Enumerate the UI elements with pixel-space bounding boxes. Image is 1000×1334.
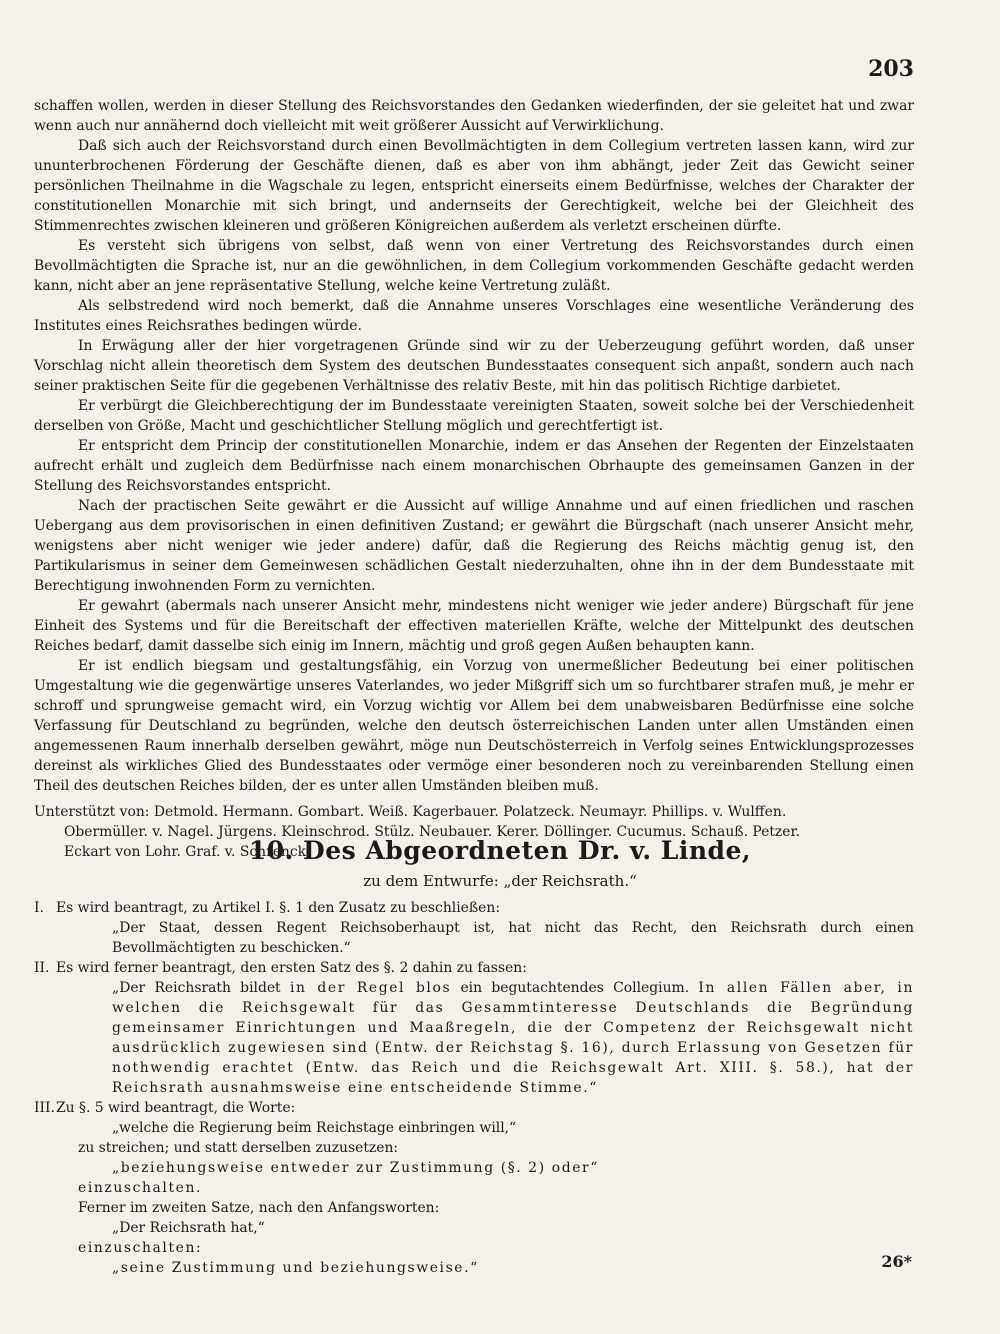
body-text [34,96,914,862]
motion-item [34,898,914,958]
paragraph: Er verbürgt die Gleichberechtigung der im Bundesstaate vereinigten Staaten, soweit solche bei der Verschiedenheit derselben von Größe, Macht und geschichtlicher Stellung möglich und gerechtfertigt ist. [34,398,914,434]
page-number: 203 [868,56,914,82]
motion-quote: „seine Zustimmung und beziehungsweise.“ [112,1260,479,1276]
motion-intro: Es wird ferner beantragt, den ersten Satz des §. 2 dahin zu fassen: [56,960,527,976]
motion-number: III. [34,1100,55,1116]
motion-text: Ferner im zweiten Satze, nach den Anfangsworten: [78,1200,440,1216]
motion-quote: „Der Staat, dessen Regent Reichsoberhaupt ist, hat nicht das Recht, den Reichsrath durch einen Bevollmächtigten zu beschicken.“ [112,920,914,956]
quote-part-spaced: in der Regel blos [289,980,452,996]
signature-mark: 26* [881,1252,912,1271]
motion-intro: Es wird beantragt, zu Artikel I. §. 1 den Zusatz zu beschließen: [56,900,501,916]
motion-quote [56,978,914,1098]
section-heading: 10. Des Abgeordneten Dr. v. Linde, [248,836,752,865]
motion-text: einzuschalten. [78,1180,203,1196]
quote-part-spaced: In allen Fällen aber, in welchen die Reichsgewalt für das Gesammtinteresse Deutschlands die Begründung gemeinsamer Einrichtungen und Maaßregeln, die der Competenz der Reichsgewalt nicht ausdrücklich zugewiesen sind (Entw. der Reichstag §. 16), durch Erlassung von Gesetzen für nothwendig erachtet (Entw. das Reich und die Reichsgewalt Art. XIII. §. 58.), hat der Reichsrath ausnahmsweise eine entscheidende Stimme.“ [112,980,914,1096]
paragraph: In Erwägung aller der hier vorgetragenen Gründe sind wir zu der Ueberzeugung geführt worden, daß unser Vorschlag nicht allein theoretisch dem System des deutschen Bundesstaates consequent sich anpaßt, sondern auch nach seiner praktischen Seite für die gegebenen Verhältnisse des relativ Beste, mit hin das politisch Richtige darbietet. [34,338,914,394]
supporters-names: Obermüller. v. Nagel. Jürgens. Kleinschrod. Stülz. Neubauer. Kerer. Döllinger. Cucumus. Schauß. Petzer. [64,824,800,840]
motion-quote: „beziehungsweise entweder zur Zustimmung (§. 2) oder“ [112,1160,599,1176]
motion-text: zu streichen; und statt derselben zuzusetzen: [78,1140,399,1156]
section-subheading: zu dem Entwurfe: „der Reichsrath.“ [363,872,637,890]
supporters-line [34,802,914,822]
quote-part: „Der Reichsrath bildet [112,980,281,996]
paragraph: Er gewahrt (abermals nach unserer Ansicht mehr, mindestens nicht weniger wie jeder andere) Bürgschaft für jene Einheit des Systems und für die Bereitschaft der effectiven materiellen Kräfte, welche der Mittelpunkt des deutschen Reiches bedarf, damit dasselbe sich einig im Innern, mächtig und groß gegen Außen behaupten kann. [34,598,914,654]
paragraph: Daß sich auch der Reichsvorstand durch einen Bevollmächtigten in dem Collegium vertreten lassen kann, wird zur ununterbrochenen Förderung der Geschäfte dienen, daß es aber von ihm abhängt, jeder Zeit das Gewicht seiner persönlichen Theilnahme in die Wagschale zu legen, entspricht einerseits einem Bedürfnisse, welches der Charakter der constitutionellen Monarchie mit sich bringt, und andernseits der Gerechtigkeit, welche bei der Gleichheit des Stimmenrechtes zwischen kleineren und größeren Königreichen außerdem als verletzt erscheinen dürfte. [34,138,914,234]
paragraph: Er ist endlich biegsam und gestaltungsfähig, ein Vorzug von unermeßlicher Bedeutung bei einer politischen Umgestaltung wie die gegenwärtige unseres Vaterlandes, wo jeder Mißgriff sich um so furchtbarer strafen muß, je mehr er schroff und sprungweise gemacht wird, ein Vorzug wichtig vor Allem bei dem unabweisbaren Bedürfnisse eine solche Verfassung für Deutschland zu begründen, welche den deutsch österreichischen Landen unter allen Umständen einen angemessenen Raum innerhalb derselben gewährt, möge nun Deutschösterreich in Verfolg seines Entwicklungsprozesses dereinst als wirkliches Glied des Bundesstaates oder vermöge einer besonderen noch zu vereinbarenden Stellung einen Theil des deutschen Reiches bilden, der es unter allen Umständen bleiben muß. [34,658,914,794]
motions [34,898,914,1278]
paragraph: schaffen wollen, werden in dieser Stellung des Reichsvorstandes den Gedanken wiederfinden, der sie geleitet hat und zwar wenn auch nur annähernd doch vielleicht mit weit größerer Aussicht auf Verwirklichung. [34,98,914,134]
paragraph: Er entspricht dem Princip der constitutionellen Monarchie, indem er das Ansehen der Regenten der Einzelstaaten aufrecht erhält und zugleich dem Bedürfnisse nach einem monarchischen Obrhaupte des gemeinsamen Ganzen in der Stellung des Reichsvorstandes entspricht. [34,438,914,494]
motion-item [34,958,914,1098]
paragraph: Nach der practischen Seite gewährt er die Aussicht auf willige Annahme und auf einen friedlichen und raschen Uebergang aus dem provisorischen in einen definitiven Zustand; er gewährt die Bürgschaft (nach unserer Ansicht mehr, wenigstens aber nicht weniger wie jeder andere) dafür, daß die Regierung des Reichs mächtig genug ist, den Partikularismus in seiner dem Gemeinwesen schädlichen Gestalt niederzuhalten, ohne ihn in der dem Bundesstaate mit Berechtigung inwohnenden Form zu vernichten. [34,498,914,594]
motion-number: II. [34,960,50,976]
motion-quote: „welche die Regierung beim Reichstage einbringen will,“ [112,1120,517,1136]
motion-intro: Zu §. 5 wird beantragt, die Worte: [56,1100,296,1116]
paragraph: Es versteht sich übrigens von selbst, daß wenn von einer Vertretung des Reichsvorstandes durch einen Bevollmächtigten die Sprache ist, nur an die gewöhnlichen, in dem Collegium vorkommenden Geschäfte gedacht werden kann, nicht aber an jene repräsentative Stellung, welche keine Vertretung zuläßt. [34,238,914,294]
supporters-names: Eckart von Lohr. Graf. v. Schrenck. [64,844,311,860]
supporters-label: Unterstützt von: [34,804,150,820]
motion-item [34,1098,914,1278]
motion-quote: „Der Reichsrath hat,“ [112,1220,265,1236]
supporters-names: Detmold. Hermann. Gombart. Weiß. Kagerbauer. Polatzeck. Neumayr. Phillips. v. Wulffen. [153,804,787,820]
motion-text: einzuschalten: [78,1240,203,1256]
quote-part: ein begutachtendes Collegium. [460,980,690,996]
paragraph: Als selbstredend wird noch bemerkt, daß die Annahme unseres Vorschlages eine wesentliche Veränderung des Institutes eines Reichsrathes bedingen würde. [34,298,914,334]
motion-number: I. [34,900,44,916]
